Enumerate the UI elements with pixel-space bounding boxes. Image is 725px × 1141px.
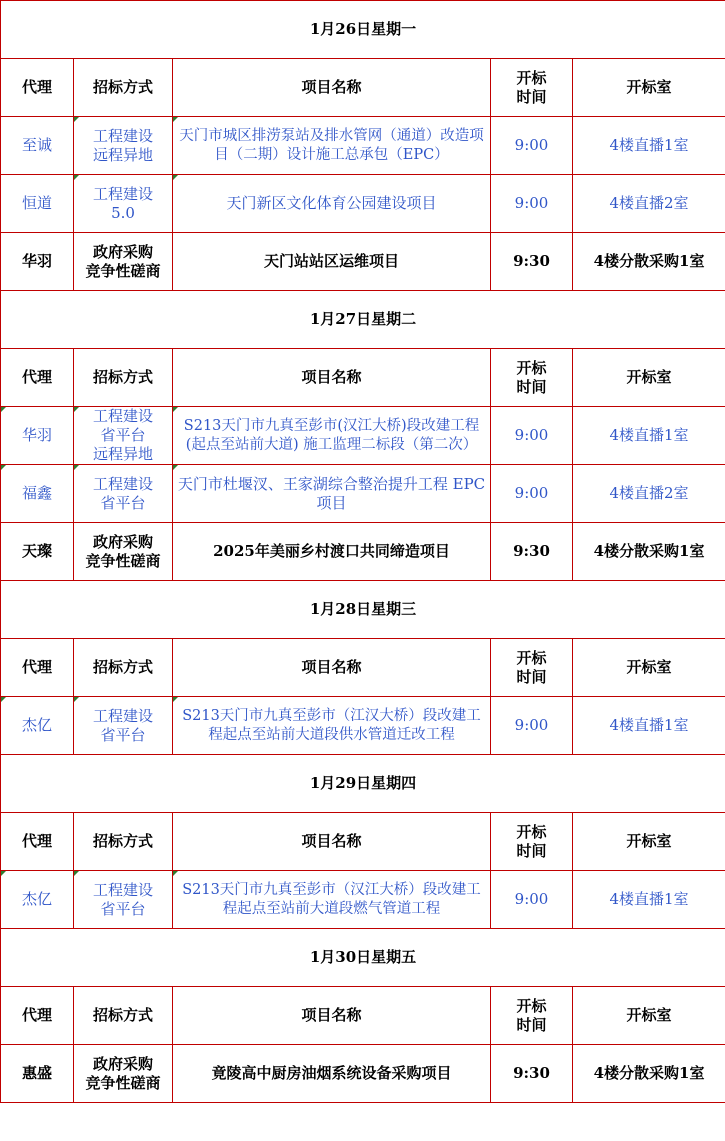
- cell-room: 4楼直播1室: [573, 117, 725, 175]
- cell-project: 2025年美丽乡村渡口共同缔造项目: [173, 523, 491, 581]
- column-header-method: 招标方式: [74, 59, 173, 117]
- cell-time: 9:30: [491, 523, 573, 581]
- cell-agent: 杰亿: [1, 697, 74, 755]
- day-header-row: [1, 291, 725, 349]
- column-header-row: [1, 639, 725, 697]
- column-header-row: [1, 813, 725, 871]
- column-header-row: [1, 987, 725, 1045]
- cell-time: 9:00: [491, 697, 573, 755]
- cell-room: 4楼直播2室: [573, 465, 725, 523]
- cell-agent: 至诚: [1, 117, 74, 175]
- table-row: [1, 117, 725, 175]
- day-header-row: [1, 1, 725, 59]
- cell-agent: 福鑫: [1, 465, 74, 523]
- column-header-room: 开标室: [573, 349, 725, 407]
- column-header-time: 开标 时间: [491, 349, 573, 407]
- day-title: 1月26日星期一: [1, 1, 725, 59]
- day-title: 1月29日星期四: [1, 755, 725, 813]
- cell-room: 4楼直播1室: [573, 407, 725, 465]
- cell-method: 工程建设 省平台: [74, 871, 173, 929]
- column-header-method: 招标方式: [74, 813, 173, 871]
- cell-method: 工程建设 省平台: [74, 697, 173, 755]
- table-row: [1, 1045, 725, 1103]
- cell-agent: 天璨: [1, 523, 74, 581]
- table-row: [1, 407, 725, 465]
- column-header-method: 招标方式: [74, 639, 173, 697]
- table-row: [1, 523, 725, 581]
- cell-room: 4楼直播1室: [573, 697, 725, 755]
- cell-time: 9:00: [491, 465, 573, 523]
- cell-project: 天门新区文化体育公园建设项目: [173, 175, 491, 233]
- column-header-method: 招标方式: [74, 987, 173, 1045]
- cell-agent: 惠盛: [1, 1045, 74, 1103]
- cell-time: 9:00: [491, 175, 573, 233]
- table-row: [1, 175, 725, 233]
- column-header-room: 开标室: [573, 987, 725, 1045]
- column-header-agent: 代理: [1, 59, 74, 117]
- table-row: [1, 465, 725, 523]
- cell-agent: 华羽: [1, 407, 74, 465]
- cell-project: S213天门市九真至彭市（汉江大桥）段改建工程起点至站前大道段燃气管道工程: [173, 871, 491, 929]
- column-header-row: [1, 349, 725, 407]
- column-header-agent: 代理: [1, 639, 74, 697]
- cell-project: 天门市杜堰汊、王家湖综合整治提升工程 EPC 项目: [173, 465, 491, 523]
- cell-room: 4楼分散采购1室: [573, 1045, 725, 1103]
- day-header-row: [1, 581, 725, 639]
- cell-method: 工程建设 5.0: [74, 175, 173, 233]
- cell-method: 工程建设 远程异地: [74, 117, 173, 175]
- day-title: 1月27日星期二: [1, 291, 725, 349]
- day-header-row: [1, 929, 725, 987]
- column-header-time: 开标 时间: [491, 59, 573, 117]
- cell-time: 9:00: [491, 871, 573, 929]
- cell-room: 4楼直播2室: [573, 175, 725, 233]
- table-row: [1, 233, 725, 291]
- day-header-row: [1, 755, 725, 813]
- cell-agent: 恒道: [1, 175, 74, 233]
- cell-room: 4楼分散采购1室: [573, 523, 725, 581]
- column-header-row: [1, 59, 725, 117]
- column-header-project: 项目名称: [173, 59, 491, 117]
- column-header-project: 项目名称: [173, 813, 491, 871]
- cell-method: 政府采购 竞争性磋商: [74, 233, 173, 291]
- cell-project: S213天门市九真至彭市（江汉大桥）段改建工程起点至站前大道段供水管道迁改工程: [173, 697, 491, 755]
- table-row: [1, 697, 725, 755]
- table-row: [1, 871, 725, 929]
- column-header-method: 招标方式: [74, 349, 173, 407]
- column-header-room: 开标室: [573, 639, 725, 697]
- column-header-agent: 代理: [1, 813, 74, 871]
- day-title: 1月30日星期五: [1, 929, 725, 987]
- cell-room: 4楼直播1室: [573, 871, 725, 929]
- cell-method: 工程建设 省平台: [74, 465, 173, 523]
- column-header-project: 项目名称: [173, 639, 491, 697]
- cell-method: 工程建设 省平台 远程异地: [74, 407, 173, 465]
- cell-agent: 华羽: [1, 233, 74, 291]
- cell-agent: 杰亿: [1, 871, 74, 929]
- column-header-room: 开标室: [573, 813, 725, 871]
- cell-project: 天门站站区运维项目: [173, 233, 491, 291]
- day-title: 1月28日星期三: [1, 581, 725, 639]
- cell-time: 9:30: [491, 1045, 573, 1103]
- cell-time: 9:30: [491, 233, 573, 291]
- schedule-body: [1, 1, 725, 1103]
- cell-project: 天门市城区排涝泵站及排水管网（通道）改造项目（二期）设计施工总承包（EPC）: [173, 117, 491, 175]
- column-header-agent: 代理: [1, 349, 74, 407]
- column-header-project: 项目名称: [173, 349, 491, 407]
- cell-time: 9:00: [491, 407, 573, 465]
- cell-method: 政府采购 竞争性磋商: [74, 1045, 173, 1103]
- cell-method: 政府采购 竞争性磋商: [74, 523, 173, 581]
- column-header-project: 项目名称: [173, 987, 491, 1045]
- cell-project: 竟陵高中厨房油烟系统设备采购项目: [173, 1045, 491, 1103]
- column-header-room: 开标室: [573, 59, 725, 117]
- column-header-time: 开标 时间: [491, 987, 573, 1045]
- column-header-time: 开标 时间: [491, 639, 573, 697]
- cell-time: 9:00: [491, 117, 573, 175]
- column-header-agent: 代理: [1, 987, 74, 1045]
- cell-project: S213天门市九真至彭市(汉江大桥)段改建工程(起点至站前大道) 施工监理二标段（第二次）: [173, 407, 491, 465]
- column-header-time: 开标 时间: [491, 813, 573, 871]
- cell-room: 4楼分散采购1室: [573, 233, 725, 291]
